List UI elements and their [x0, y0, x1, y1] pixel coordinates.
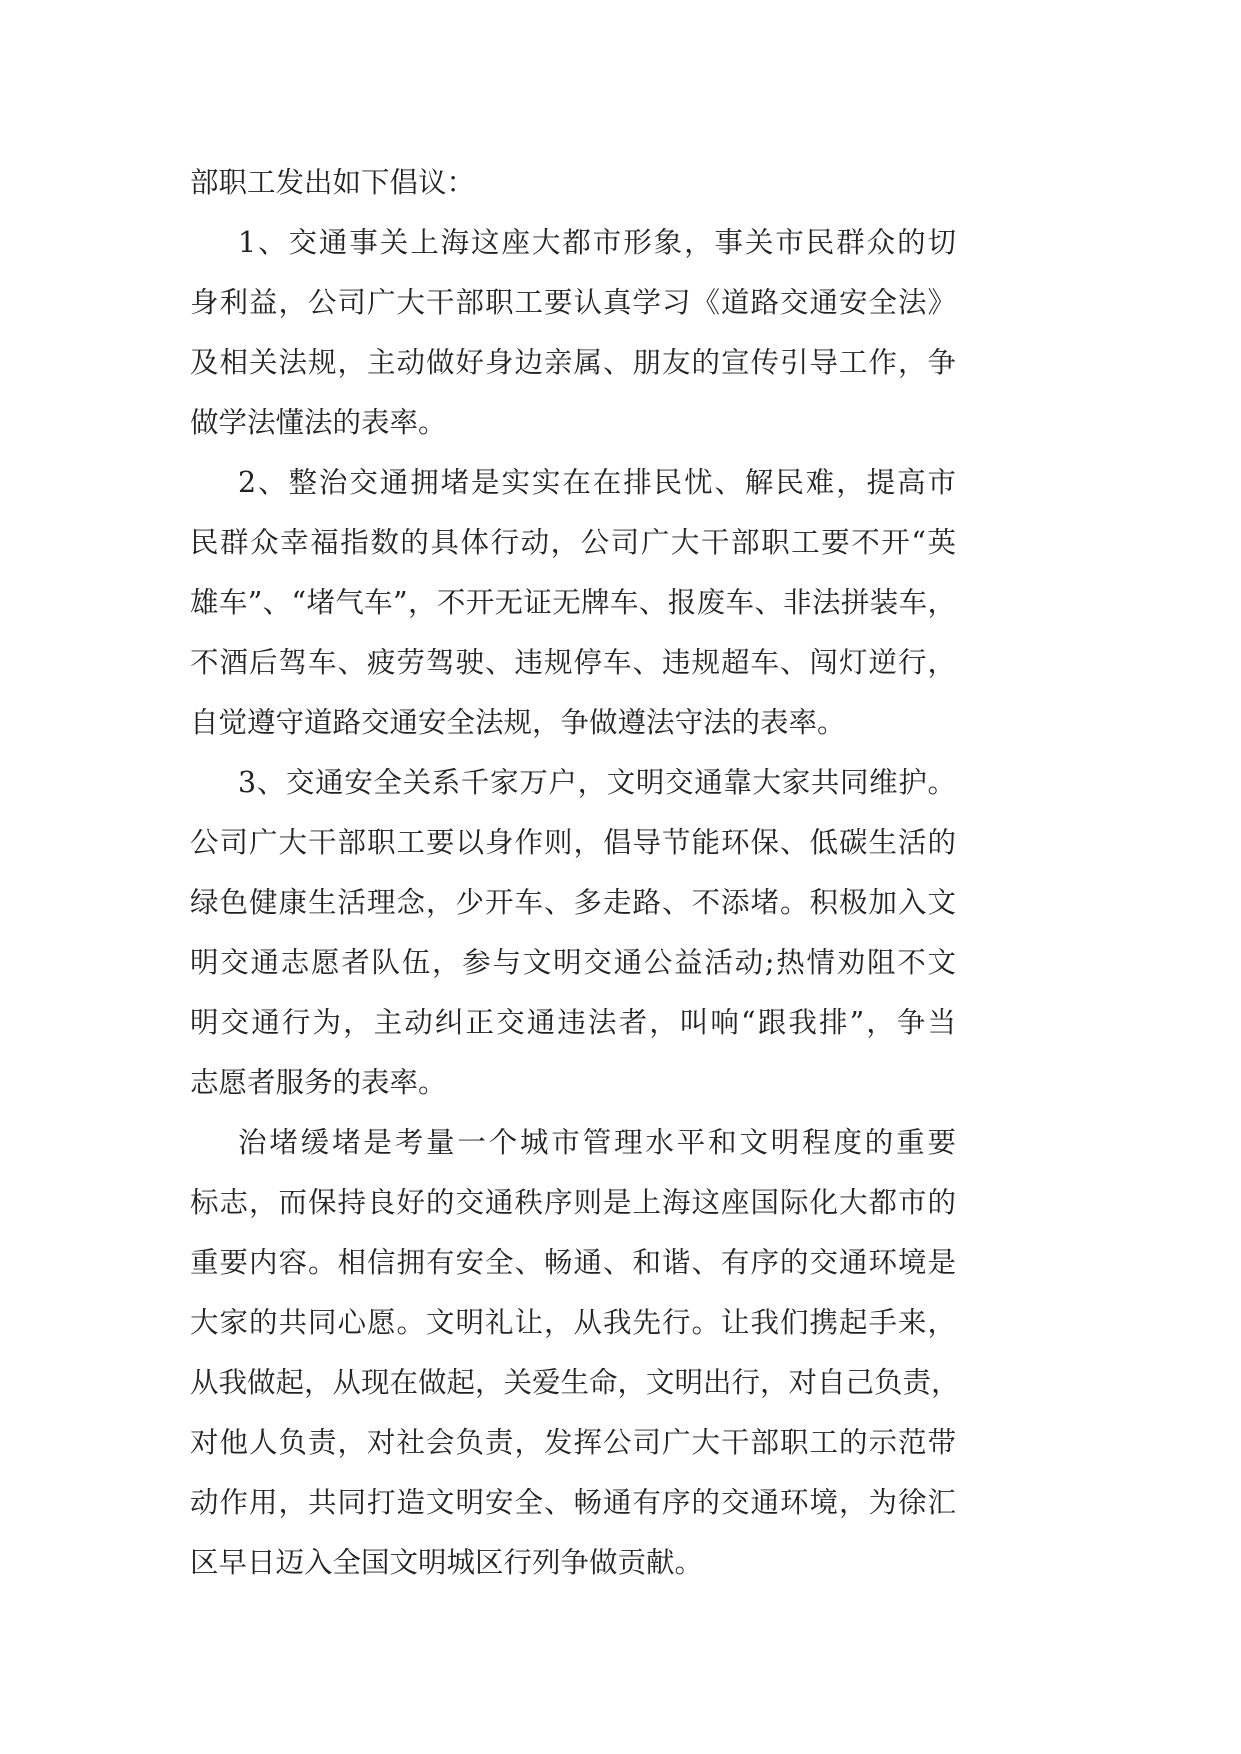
document-page	[190, 153, 960, 1593]
text-line: 明交通志愿者队伍，参与文明交通公益活动;热情劝阻不文	[190, 946, 956, 979]
text-line: 身利益，公司广大干部职工要认真学习《道路交通安全法》	[190, 286, 956, 319]
text-line: 自觉遵守道路交通安全法规，争做遵法守法的表率。	[190, 706, 846, 739]
text-line: 志愿者服务的表率。	[190, 1066, 447, 1099]
text-line: 民群众幸福指数的具体行动，公司广大干部职工要不开“英	[190, 526, 956, 559]
text-line: 标志，而保持良好的交通秩序则是上海这座国际化大都市的	[190, 1186, 956, 1219]
text-line: 及相关法规，主动做好身边亲属、朋友的宣传引导工作，争	[190, 346, 956, 379]
text-line: 大家的共同心愿。文明礼让，从我先行。让我们携起手来，	[190, 1306, 956, 1339]
text-line: 从我做起，从现在做起，关爱生命，文明出行，对自己负责，	[190, 1366, 960, 1399]
text-line: 对他人负责，对社会负责，发挥公司广大干部职工的示范带	[190, 1426, 956, 1459]
text-line: 3、交通安全关系千家万户，文明交通靠大家共同维护。	[238, 766, 956, 799]
paragraph-conclusion	[190, 1113, 960, 1593]
text-line: 部职工发出如下倡议：	[190, 166, 476, 199]
text-line: 做学法懂法的表率。	[190, 406, 447, 439]
text-line: 公司广大干部职工要以身作则，倡导节能环保、低碳生活的	[190, 826, 956, 859]
text-line: 动作用，共同打造文明安全、畅通有序的交通环境，为徐汇	[190, 1486, 956, 1519]
text-line: 区早日迈入全国文明城区行列争做贡献。	[190, 1546, 704, 1579]
text-line: 不酒后驾车、疲劳驾驶、违规停车、违规超车、闯灯逆行，	[190, 646, 956, 679]
text-line: 明交通行为，主动纠正交通违法者，叫响“跟我排”，争当	[190, 1006, 956, 1039]
paragraph-continuation	[190, 153, 956, 213]
paragraph-item-3	[190, 753, 956, 1113]
text-line: 重要内容。相信拥有安全、畅通、和谐、有序的交通环境是	[190, 1246, 956, 1279]
paragraph-item-1	[190, 213, 956, 453]
text-line: 1、交通事关上海这座大都市形象，事关市民群众的切	[238, 226, 956, 259]
text-line: 2、整治交通拥堵是实实在在排民忧、解民难，提高市	[238, 466, 956, 499]
text-line: 雄车”、“堵气车”，不开无证无牌车、报废车、非法拼装车，	[190, 586, 956, 619]
text-line: 绿色健康生活理念，少开车、多走路、不添堵。积极加入文	[190, 886, 956, 919]
paragraph-item-2	[190, 453, 956, 753]
text-line: 治堵缓堵是考量一个城市管理水平和文明程度的重要	[238, 1126, 956, 1159]
